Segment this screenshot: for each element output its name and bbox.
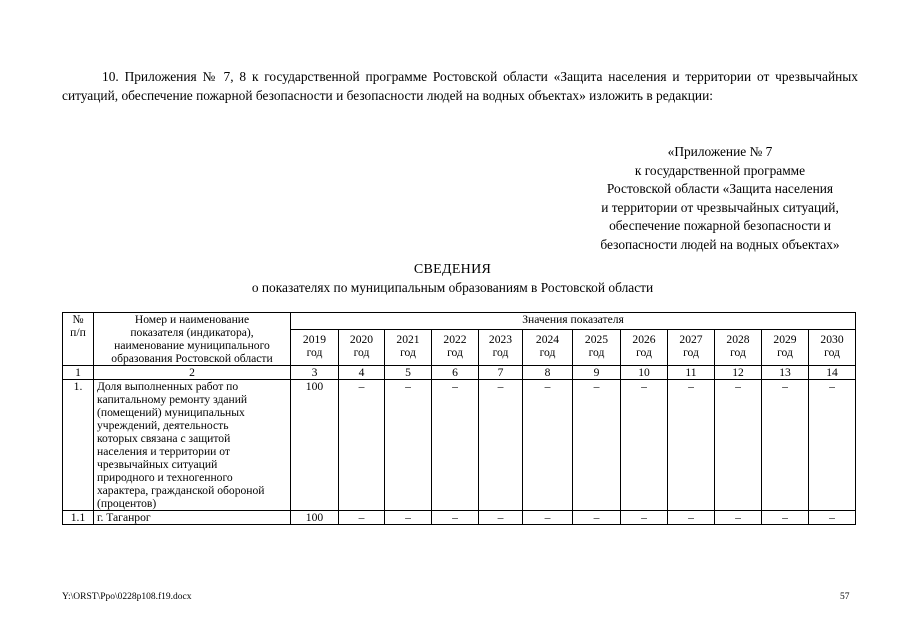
indicators-table — [62, 312, 856, 525]
year-header-cell: 2027 год — [668, 329, 715, 365]
column-number-cell: 11 — [668, 366, 715, 380]
value-cell: – — [573, 380, 621, 511]
intro-paragraph: 10. Приложения № 7, 8 к государственной программе Ростовской области «Защита населения и территории от чрезвычайных ситуаций, обеспечение пожарной безопасности и безопасности людей на водных объектах» изложить в редакции: — [62, 69, 858, 103]
appendix-header — [572, 143, 868, 254]
year-header-cell: 2022 год — [432, 329, 479, 365]
appendix-line: безопасности людей на водных объектах» — [600, 236, 840, 252]
year-header-cell: 2020 год — [339, 329, 385, 365]
column-number-cell: 13 — [762, 366, 809, 380]
year-header-cell: 2028 год — [715, 329, 762, 365]
value-cell: – — [762, 380, 809, 511]
value-cell: – — [715, 380, 762, 511]
value-cell: – — [809, 511, 856, 525]
value-cell: – — [668, 380, 715, 511]
value-cell: – — [809, 380, 856, 511]
appendix-line: Ростовской области «Защита населения — [606, 181, 834, 196]
value-cell: – — [479, 380, 523, 511]
row-number-cell: 1. — [63, 380, 94, 511]
row-name-cell: г. Таганрог — [94, 511, 291, 525]
table-row — [63, 380, 856, 511]
value-cell: – — [432, 380, 479, 511]
column-number-cell: 10 — [621, 366, 668, 380]
column-number-cell: 4 — [339, 366, 385, 380]
year-header-cell: 2026 год — [621, 329, 668, 365]
year-header-cell: 2029 год — [762, 329, 809, 365]
column-number-cell: 3 — [291, 366, 339, 380]
column-number-cell: 1 — [63, 366, 94, 380]
header-values: Значения показателя — [291, 313, 856, 330]
page-number: 57 — [840, 592, 850, 602]
row-name-cell: Доля выполненных работ по капитальному ремонту зданий (помещений) муниципальных учреждений, деятельность которых связана с защитой населения и территории от чрезвычайных ситуаций природного и техногенного характера, гражданской обороной (процентов) — [94, 380, 291, 511]
header-name: Номер и наименование показателя (индикатора), наименование муниципального образования Ростовской области — [94, 313, 291, 366]
year-header-cell: 2030 год — [809, 329, 856, 365]
header-row-1 — [63, 313, 856, 330]
row-number-cell: 1.1 — [63, 511, 94, 525]
column-number-cell: 9 — [573, 366, 621, 380]
year-header-cell: 2019 год — [291, 329, 339, 365]
column-numbers-row — [63, 366, 856, 380]
year-header-cell: 2023 год — [479, 329, 523, 365]
value-cell: – — [385, 380, 432, 511]
column-number-cell: 5 — [385, 366, 432, 380]
header-num: № п/п — [63, 313, 94, 366]
value-cell: – — [573, 511, 621, 525]
value-cell: – — [715, 511, 762, 525]
value-cell: 100 — [291, 380, 339, 511]
year-header-cell: 2024 год — [523, 329, 573, 365]
value-cell: – — [479, 511, 523, 525]
document-title: СВЕДЕНИЯ — [413, 262, 492, 277]
appendix-line: к государственной программе — [634, 162, 806, 178]
value-cell: – — [621, 511, 668, 525]
footer-file-path: Y:\ORST\Ppo\0228p108.f19.docx — [62, 592, 192, 602]
value-cell: – — [762, 511, 809, 525]
column-number-cell: 12 — [715, 366, 762, 380]
value-cell: 100 — [291, 511, 339, 525]
table-row — [63, 511, 856, 525]
value-cell: – — [339, 380, 385, 511]
appendix-line: «Приложение № 7 — [667, 144, 773, 159]
column-number-cell: 14 — [809, 366, 856, 380]
value-cell: – — [523, 511, 573, 525]
value-cell: – — [621, 380, 668, 511]
column-number-cell: 8 — [523, 366, 573, 380]
value-cell: – — [339, 511, 385, 525]
column-number-cell: 2 — [94, 366, 291, 380]
column-number-cell: 6 — [432, 366, 479, 380]
appendix-line: и территории от чрезвычайных ситуаций, — [601, 199, 839, 215]
year-header-cell: 2025 год — [573, 329, 621, 365]
value-cell: – — [668, 511, 715, 525]
appendix-line: обеспечение пожарной безопасности и — [609, 218, 831, 233]
document-subtitle: о показателях по муниципальным образованиям в Ростовской области — [251, 280, 654, 295]
year-header-cell: 2021 год — [385, 329, 432, 365]
value-cell: – — [523, 380, 573, 511]
value-cell: – — [385, 511, 432, 525]
value-cell: – — [432, 511, 479, 525]
column-number-cell: 7 — [479, 366, 523, 380]
